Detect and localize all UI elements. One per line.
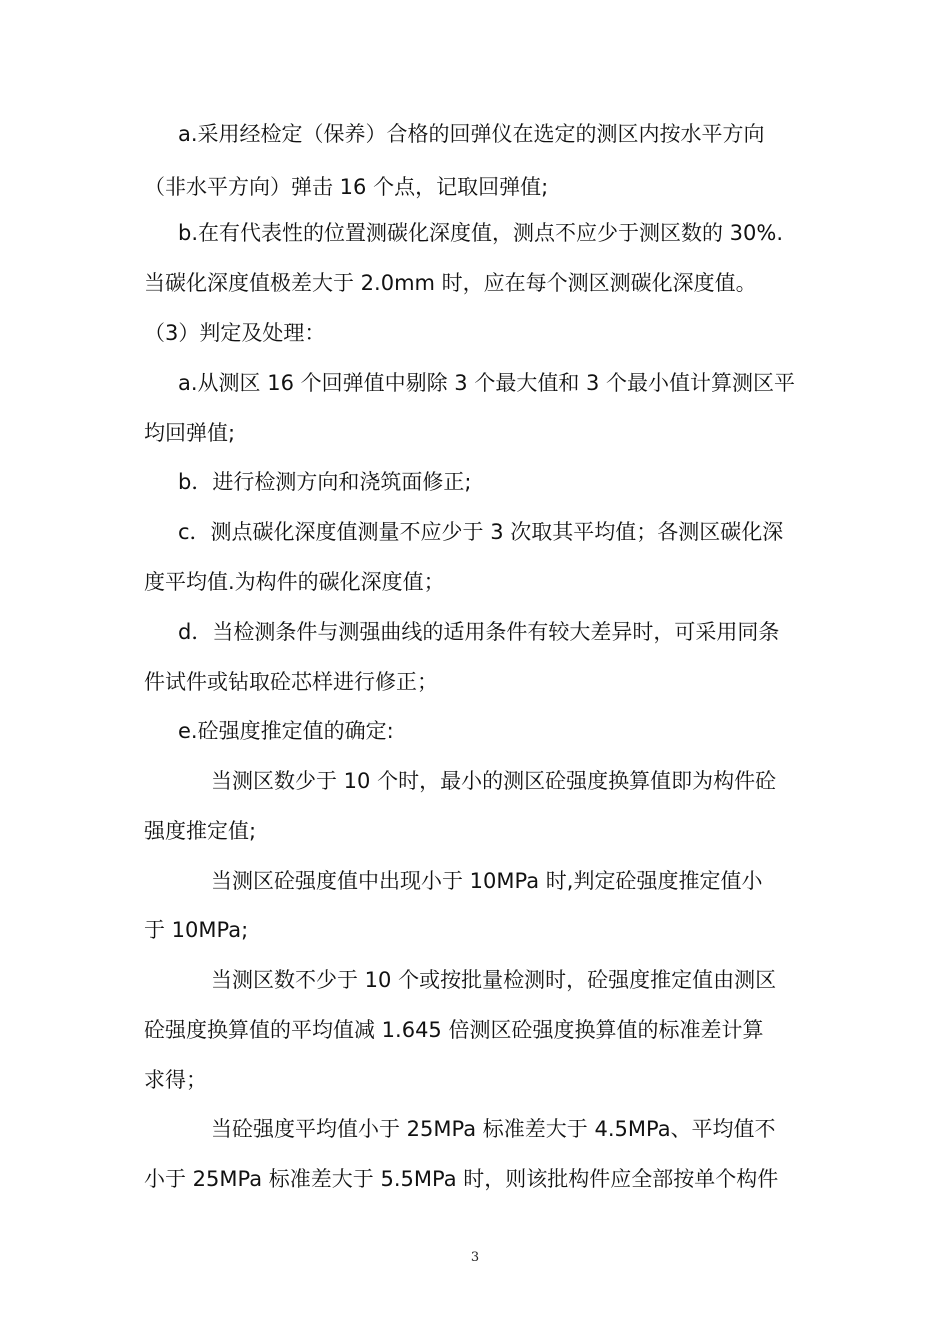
paragraph-line: 度平均值.为构件的碳化深度值；	[144, 570, 445, 594]
paragraph-line: （非水平方向）弹击 16 个点，记取回弹值;	[144, 175, 549, 199]
paragraph-line: 当测区砼强度值中出现小于 10MPa 时,判定砼强度推定值小	[211, 869, 763, 893]
paragraph-line: 件试件或钻取砼芯样进行修正；	[144, 670, 438, 694]
paragraph-line: c．测点碳化深度值测量不应少于 3 次取其平均值；各测区碳化深	[178, 520, 784, 544]
paragraph-line: 砼强度换算值的平均值减 1.645 倍测区砼强度换算值的标准差计算	[144, 1018, 764, 1042]
paragraph-line: 当测区数不少于 10 个或按批量检测时，砼强度推定值由测区	[211, 968, 777, 992]
paragraph-line: 求得；	[144, 1068, 207, 1092]
paragraph-line: b.在有代表性的位置测碳化深度值，测点不应少于测区数的 30%.	[178, 221, 784, 245]
paragraph-line: 当测区数少于 10 个时，最小的测区砼强度换算值即为构件砼	[211, 769, 777, 793]
paragraph-line: 均回弹值;	[144, 421, 236, 445]
paragraph-line: 强度推定值;	[144, 819, 257, 843]
page-number: 3	[470, 1250, 480, 1265]
paragraph-line: a.从测区 16 个回弹值中剔除 3 个最大值和 3 个最小值计算测区平	[178, 371, 796, 395]
paragraph-line: b．进行检测方向和浇筑面修正;	[178, 470, 472, 494]
paragraph-line: d．当检测条件与测强曲线的适用条件有较大差异时，可采用同条	[178, 620, 780, 644]
paragraph-line: 于 10MPa;	[144, 918, 249, 942]
paragraph-line: 当碳化深度值极差大于 2.0mm 时，应在每个测区测碳化深度值。	[144, 271, 757, 295]
paragraph-line: 小于 25MPa 标准差大于 5.5MPa 时，则该批构件应全部按单个构件	[144, 1167, 779, 1191]
paragraph-line: e.砼强度推定值的确定:	[178, 719, 394, 743]
section-heading: （3）判定及处理：	[144, 321, 326, 345]
paragraph-line: a.采用经检定（保养）合格的回弹仪在选定的测区内按水平方向	[178, 122, 765, 146]
paragraph-line: 当砼强度平均值小于 25MPa 标准差大于 4.5MPa、平均值不	[211, 1117, 776, 1141]
